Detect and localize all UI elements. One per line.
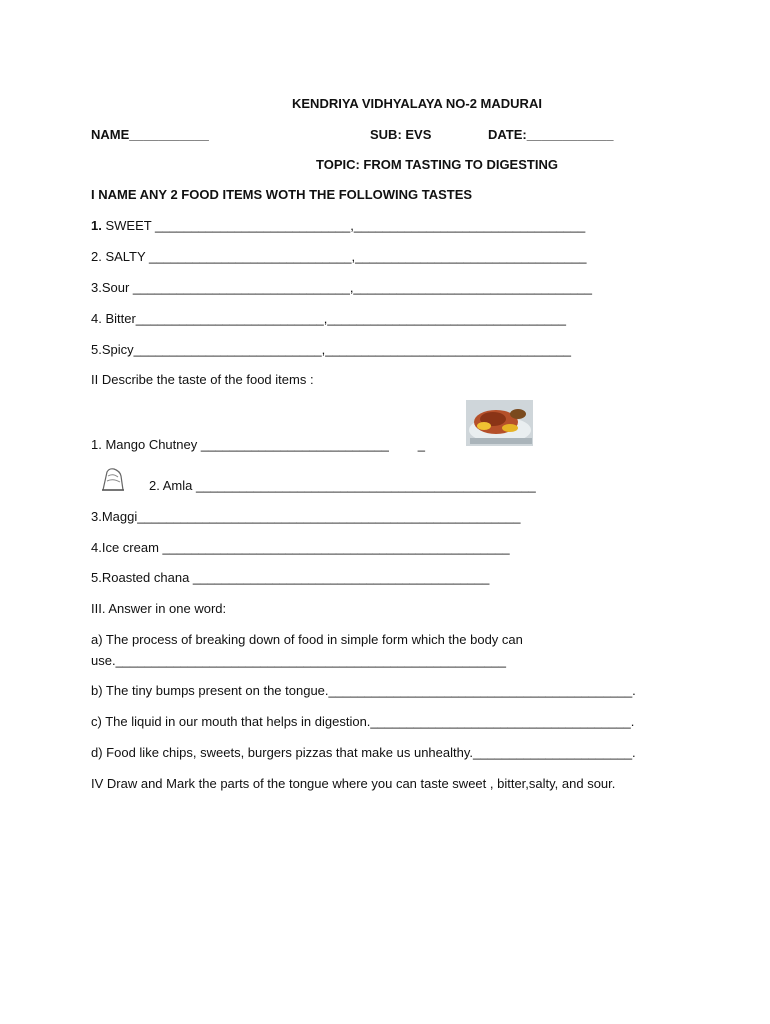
subject-label: SUB: EVS bbox=[370, 127, 432, 142]
question-c: c) The liquid in our mouth that helps in digestion.____________________________________. bbox=[91, 714, 635, 729]
taste-item-sweet-number: 1. bbox=[91, 218, 102, 233]
mango-chutney-image bbox=[466, 400, 533, 446]
taste-item-bitter: 4. Bitter__________________________,_________________________________ bbox=[91, 311, 566, 326]
taste-item-sweet-text: SWEET ___________________________,________________________________ bbox=[101, 218, 586, 233]
section-1-heading: I NAME ANY 2 FOOD ITEMS WOTH THE FOLLOWING TASTES bbox=[91, 187, 473, 202]
section-3-heading: III. Answer in one word: bbox=[91, 601, 227, 616]
section-4-heading: IV Draw and Mark the parts of the tongue where you can taste sweet , bitter,salty, and sour. bbox=[91, 776, 616, 791]
taste-item-sweet bbox=[91, 218, 585, 234]
describe-item-maggi: 3.Maggi_____________________________________________________ bbox=[91, 509, 521, 524]
name-field: NAME___________ bbox=[91, 127, 209, 142]
date-field: DATE:____________ bbox=[488, 127, 614, 142]
describe-item-mango-chutney: 1. Mango Chutney __________________________ _ bbox=[91, 437, 425, 452]
topic-title: TOPIC: FROM TASTING TO DIGESTING bbox=[316, 157, 558, 172]
question-d: d) Food like chips, sweets, burgers pizzas that make us unhealthy.______________________. bbox=[91, 745, 636, 760]
describe-item-amla: 2. Amla _______________________________________________ bbox=[149, 478, 536, 493]
question-a-line-2: use.______________________________________________________ bbox=[91, 653, 506, 668]
taste-item-sour: 3.Sour ______________________________,_________________________________ bbox=[91, 280, 593, 295]
section-2-heading: II Describe the taste of the food items : bbox=[91, 372, 314, 387]
question-b: b) The tiny bumps present on the tongue.__________________________________________. bbox=[91, 683, 636, 698]
taste-item-salty: 2. SALTY ____________________________,________________________________ bbox=[91, 249, 587, 264]
school-title: KENDRIYA VIDHYALAYA NO-2 MADURAI bbox=[292, 96, 542, 111]
describe-item-roasted-chana: 5.Roasted chana _________________________________________ bbox=[91, 570, 490, 585]
describe-item-ice-cream: 4.Ice cream ________________________________________________ bbox=[91, 540, 510, 555]
taste-item-spicy: 5.Spicy__________________________,__________________________________ bbox=[91, 342, 572, 357]
amla-image bbox=[99, 466, 127, 492]
question-a-line-1: a) The process of breaking down of food in simple form which the body can bbox=[91, 632, 523, 647]
